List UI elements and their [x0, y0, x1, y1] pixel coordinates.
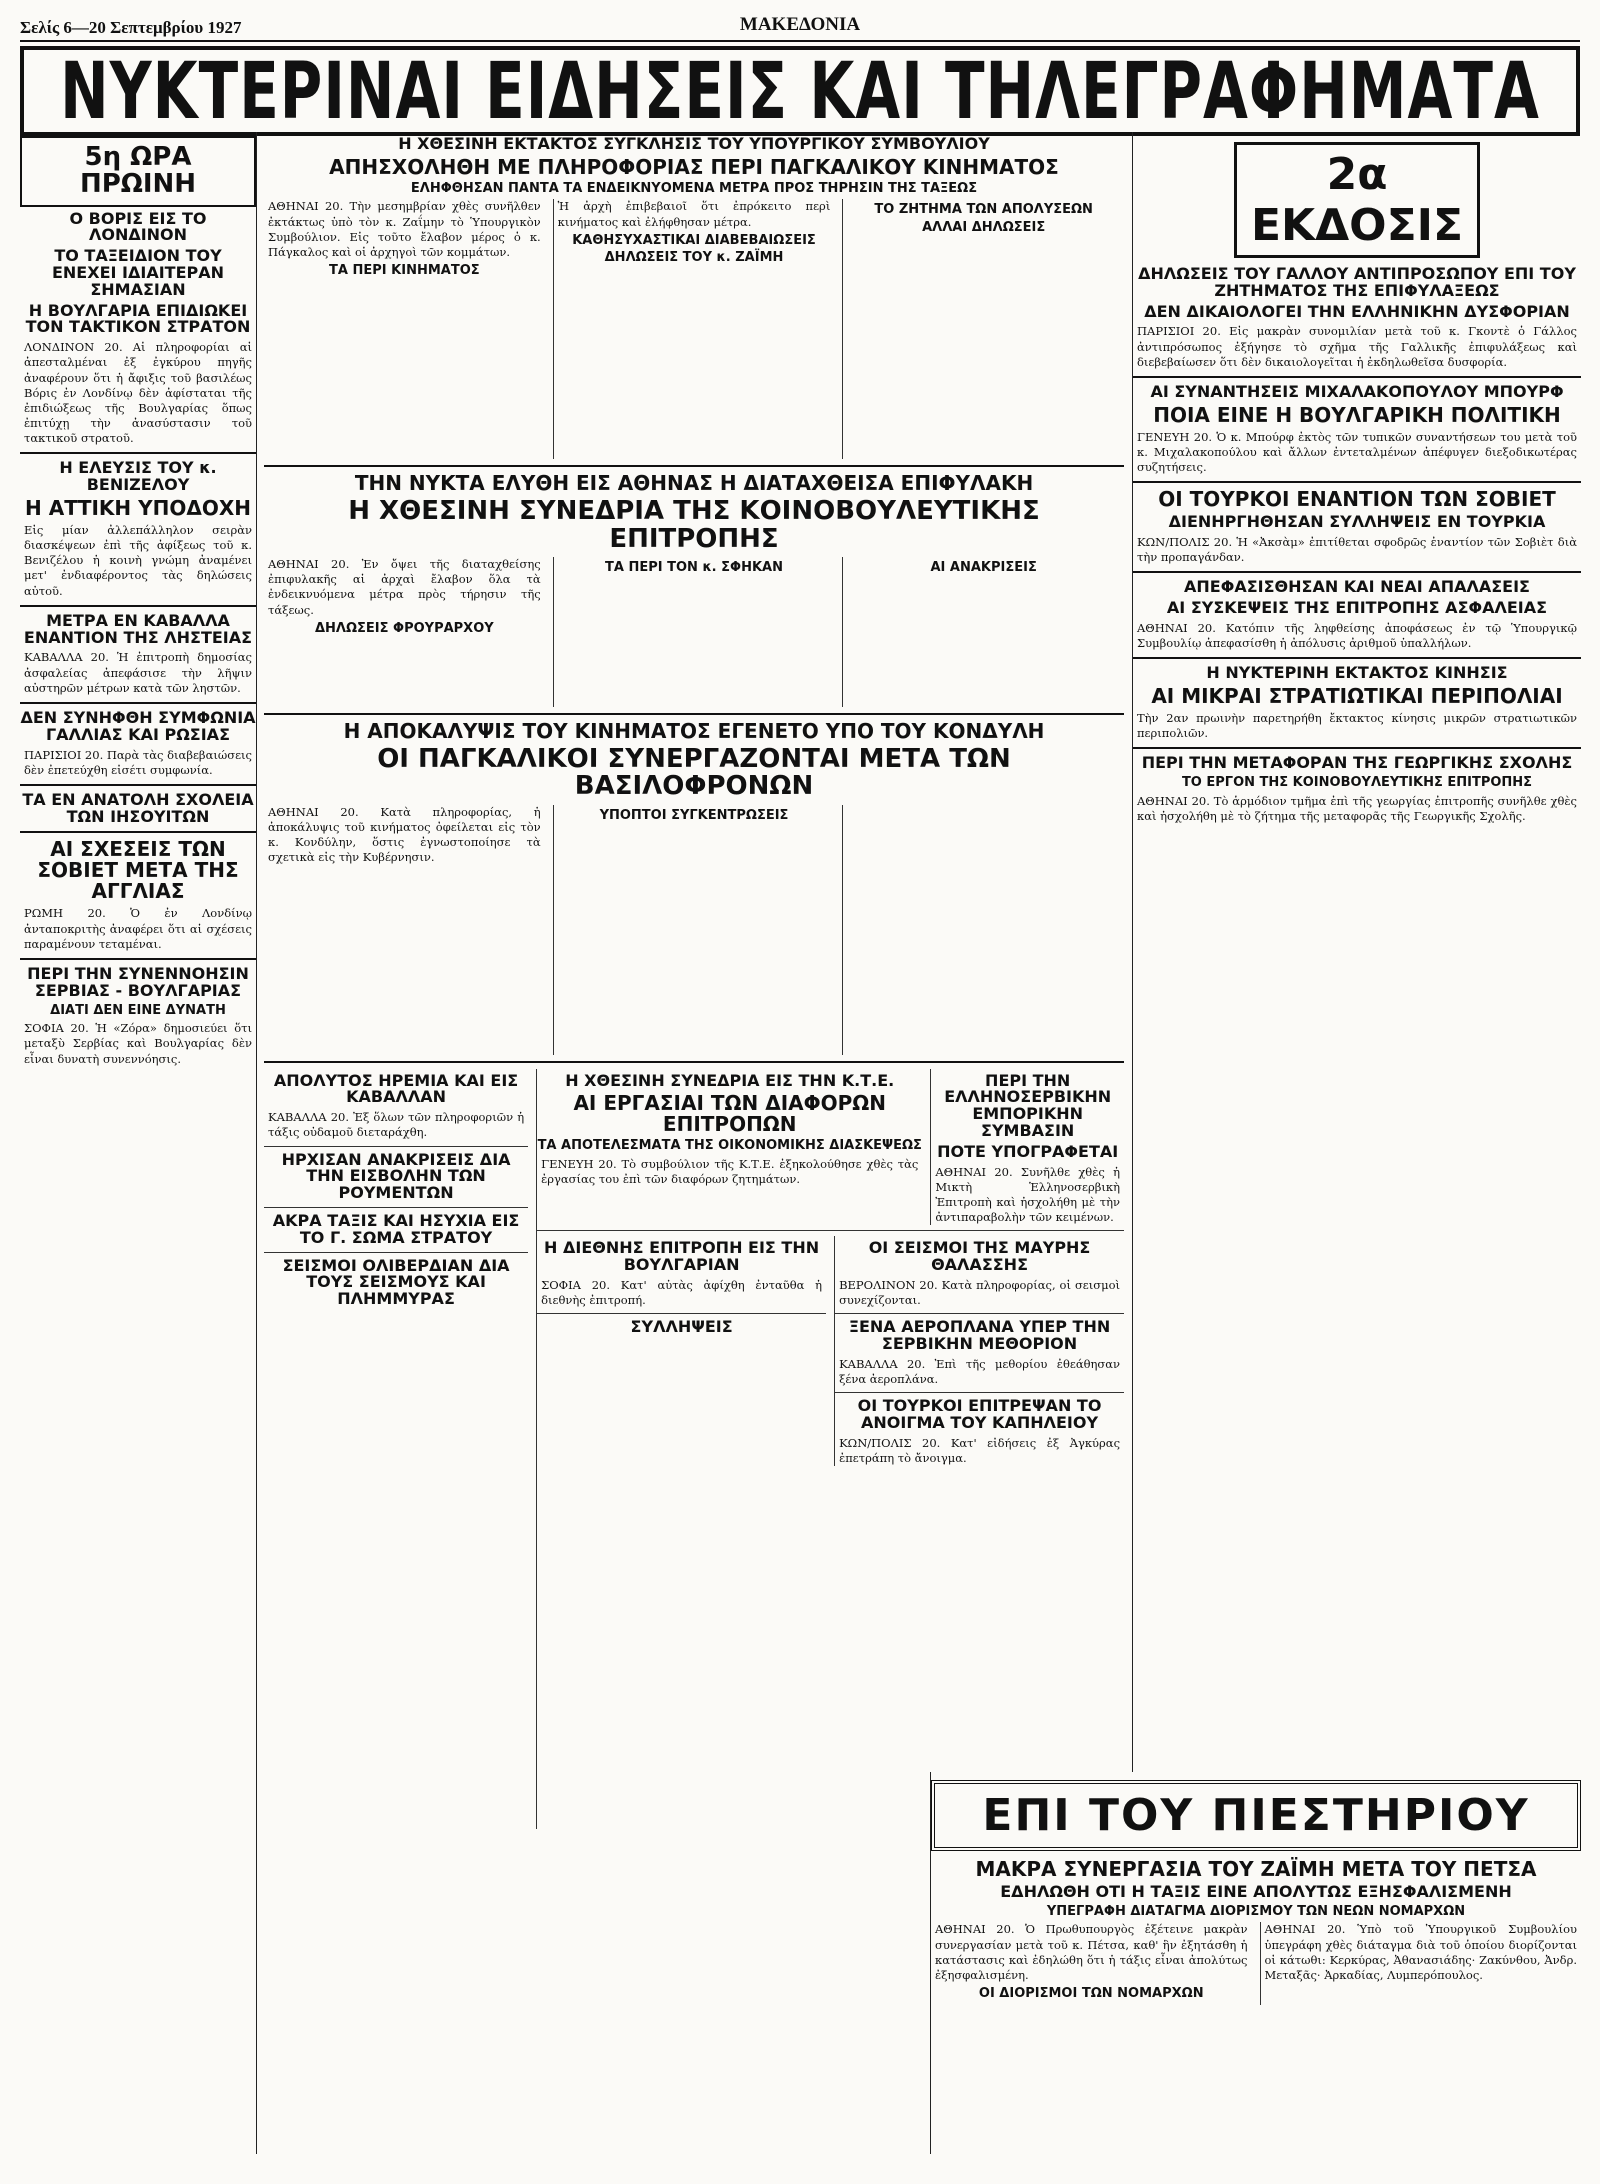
article-text: ΚΑΒΑΛΛΑ 20. Ἐξ ὅλων τῶν πληροφοριῶν ἡ τάξις οὐδαμοῦ διεταράχθη. — [268, 1110, 525, 1140]
headline: ΞΕΝΑ ΑΕΡΟΠΛΑΝΑ ΥΠΕΡ ΤΗΝ ΣΕΡΒΙΚΗΝ ΜΕΘΟΡΙΟΝ — [848, 1317, 1111, 1354]
headline: Η ΧΘΕΣΙΝΗ ΕΚΤΑΚΤΟΣ ΣΥΓΚΛΗΣΙΣ ΤΟΥ ΥΠΟΥΡΓΙΚΟΥ ΣΥΜΒΟΥΛΙΟΥ — [398, 134, 990, 153]
headline: ΤΑ ΕΝ ΑΝΑΤΟΛΗ ΣΧΟΛΕΙΑ ΤΩΝ ΙΗΣΟΥΙΤΩΝ — [22, 789, 254, 826]
subhead: ΤΑ ΠΕΡΙ ΚΙΝΗΜΑΤΟΣ — [329, 263, 480, 279]
headline: ΔΗΛΩΣΕΙΣ ΤΟΥ ΓΑΛΛΟΥ ΑΝΤΙΠΡΟΣΩΠΟΥ ΕΠΙ ΤΟΥ ΖΗΤΗΜΑΤΟΣ ΤΗΣ ΕΠΙΦΥΛΑΞΕΩΣ — [1138, 264, 1576, 300]
article-text: ΑΘΗΝΑΙ 20. Συνῆλθε χθὲς ἡ Μικτὴ Ἑλληνοσερβικὴ Ἐπιτροπὴ καὶ ἠσχολήθη μὲ τὴν ἀντιπαραβολὴν τῶν κειμένων. — [935, 1164, 1120, 1225]
subhead: ΔΗΛΩΣΕΙΣ ΤΟΥ κ. ΖΑΪΜΗ — [604, 250, 784, 266]
headline: ΤΑ ΑΠΟΤΕΛΕΣΜΑΤΑ ΤΗΣ ΟΙΚΟΝΟΜΙΚΗΣ ΔΙΑΣΚΕΨΕΩΣ — [537, 1138, 922, 1154]
headline: ΤΟ ΤΑΞΕΙΔΙΟΝ ΤΟΥ ΕΝΕΧΕΙ ΙΔΙΑΙΤΕΡΑΝ ΣΗΜΑΣΙΑΝ — [51, 246, 224, 299]
headline: ΜΑΚΡΑ ΣΥΝΕΡΓΑΣΙΑ ΤΟΥ ΖΑΪΜΗ ΜΕΤΑ ΤΟΥ ΠΕΤΣΑ — [975, 1857, 1537, 1881]
press-box — [930, 1772, 1581, 2154]
headline: ΔΙΑΤΙ ΔΕΝ ΕΙΝΕ ΔΥΝΑΤΗ — [50, 1002, 226, 1018]
headline: ΑΙ ΕΡΓΑΣΙΑΙ ΤΩΝ ΔΙΑΦΟΡΩΝ ΕΠΙΤΡΟΠΩΝ — [573, 1091, 887, 1137]
subhead: ΟΙ ΔΙΟΡΙΣΜΟΙ ΤΩΝ ΝΟΜΑΡΧΩΝ — [978, 1986, 1204, 2002]
subhead: ΥΠΟΠΤΟΙ ΣΥΓΚΕΝΤΡΩΣΕΙΣ — [599, 807, 789, 823]
article-text: ΣΟΦΙΑ 20. Κατ' αὐτὰς ἀφίχθη ἐνταῦθα ἡ διεθνὴς ἐπιτροπή. — [541, 1277, 823, 1308]
headline: ΑΙ ΣΥΝΑΝΤΗΣΕΙΣ ΜΙΧΑΛΑΚΟΠΟΥΛΟΥ ΜΠΟΥΡΦ — [1150, 381, 1564, 401]
headline: ΣΕΙΣΜΟΙ ΟΛΙΒΕΡΔΙΑΝ ΔΙΑ ΤΟΥΣ ΣΕΙΣΜΟΥΣ ΚΑΙ ΠΛΗΜΜΥΡΑΣ — [282, 1255, 510, 1309]
headline: ΟΙ ΠΑΓΚΑΛΙΚΟΙ ΣΥΝΕΡΓΑΖΟΝΤΑΙ ΜΕΤΑ ΤΩΝ ΒΑΣΙΛΟΦΡΟΝΩΝ — [377, 744, 1011, 802]
headline: ΤΟ ΕΡΓΟΝ ΤΗΣ ΚΟΙΝΟΒΟΥΛΕΥΤΙΚΗΣ ΕΠΙΤΡΟΠΗΣ — [1181, 775, 1533, 791]
headline: ΠΕΡΙ ΤΗΝ ΣΥΝΕΝΝΟΗΣΙΝ ΣΕΡΒΙΑΣ - ΒΟΥΛΓΑΡΙΑΣ — [27, 963, 249, 1000]
headline: ΑΚΡΑ ΤΑΞΙΣ ΚΑΙ ΗΣΥΧΙΑ ΕΙΣ ΤΟ Γ. ΣΩΜΑ ΣΤΡΑΤΟΥ — [272, 1210, 520, 1247]
headline: Η ΕΛΕΥΣΙΣ ΤΟΥ κ. ΒΕΝΙΖΕΛΟΥ — [59, 458, 217, 495]
headline: ΑΙ ΣΧΕΣΕΙΣ ΤΩΝ ΣΟΒΙΕΤ ΜΕΤΑ ΤΗΣ ΑΓΓΛΙΑΣ — [37, 837, 239, 904]
subhead: ΑΙ ΑΝΑΚΡΙΣΕΙΣ — [930, 560, 1037, 576]
article-text: ΚΩΝ/ΠΟΛΙΣ 20. Ἡ «Ἀκσὰμ» ἐπιτίθεται σφοδρῶς ἐναντίον τῶν Σοβιὲτ διὰ τὴν προπαγάνδαν. — [1137, 535, 1577, 565]
headline: ΕΔΗΛΩΘΗ ΟΤΙ Η ΤΑΞΙΣ ΕΙΝΕ ΑΠΟΛΥΤΩΣ ΕΞΗΣΦΑΛΙΣΜΕΝΗ — [1000, 1882, 1512, 1901]
headline: Η ΧΘΕΣΙΝΗ ΣΥΝΕΔΡΙΑ ΤΗΣ ΚΟΙΝΟΒΟΥΛΕΥΤΙΚΗΣ ΕΠΙΤΡΟΠΗΣ — [348, 496, 1040, 554]
banner-title: ΝΥΚΤΕΡΙΝΑΙ ΕΙΔΗΣΕΙΣ ΚΑΙ ΤΗΛΕΓΡΑΦΗΜΑΤΑ — [60, 46, 1540, 136]
article-text: ΑΘΗΝΑΙ 20. Ὁ Πρωθυπουργὸς ἐξέτεινε μακρὰν συνεργασίαν μετὰ τοῦ κ. Πέτσα, καθ' ἣν ἐξητάσθη ἡ κατάστασις καὶ ἐδηλώθη ὅτι ἡ τάξις εἶναι ἀπολύτως ἐξησφαλισμένη. — [935, 1922, 1248, 1982]
headline: ΕΛΗΦΘΗΣΑΝ ΠΑΝΤΑ ΤΑ ΕΝΔΕΙΚΝΥΟΜΕΝΑ ΜΕΤΡΑ ΠΡΟΣ ΤΗΡΗΣΙΝ ΤΗΣ ΤΑΞΕΩΣ — [410, 180, 978, 196]
headline: ΑΠΕΦΑΣΙΣΘΗΣΑΝ ΚΑΙ ΝΕΑΙ ΑΠΑΛΑΣΕΙΣ — [1184, 577, 1530, 597]
article-text: ΑΘΗΝΑΙ 20. Ἐν ὄψει τῆς διαταχθείσης ἐπιφυλακῆς αἱ ἀρχαὶ ἔλαβον ὅλα τὰ ἐνδεικνυόμενα μέτρα πρὸς τήρησιν τῆς τάξεως. — [268, 557, 541, 617]
article-text: ΚΩΝ/ΠΟΛΙΣ 20. Κατ' εἰδήσεις ἐξ Ἀγκύρας ἐπετράπη τὸ ἄνοιγμα. — [839, 1435, 1121, 1465]
article-text: Εἰς μίαν ἀλλεπάλληλον σειρὰν διασκέψεων ἐπὶ τῆς ἀφίξεως τοῦ κ. Βενιζέλου ἡ κοινὴ γνώμη ἀναμένει μετ' ἐνδιαφέροντος τὰς δηλώσεις αὐτοῦ. — [24, 522, 252, 598]
headline: ΣΥΛΛΗΨΕΙΣ — [630, 1317, 733, 1337]
headline: ΠΕΡΙ ΤΗΝ ΕΛΛΗΝΟΣΕΡΒΙΚΗΝ ΕΜΠΟΡΙΚΗΝ ΣΥΜΒΑΣΙΝ — [944, 1070, 1112, 1141]
headline: ΔΕΝ ΔΙΚΑΙΟΛΟΓΕΙ ΤΗΝ ΕΛΛΗΝΙΚΗΝ ΔΥΣΦΟΡΙΑΝ — [1144, 301, 1570, 321]
columns — [20, 132, 1580, 2154]
article-text: ΡΩΜΗ 20. Ὁ ἐν Λονδίνῳ ἀνταποκριτὴς ἀναφέρει ὅτι αἱ σχέσεις παραμένουν τεταμέναι. — [24, 906, 252, 951]
headline: ΠΟΙΑ ΕΙΝΕ Η ΒΟΥΛΓΑΡΙΚΗ ΠΟΛΙΤΙΚΗ — [1153, 402, 1561, 427]
headline: ΑΠΟΛΥΤΟΣ ΗΡΕΜΙΑ ΚΑΙ ΕΙΣ ΚΑΒΑΛΛΑΝ — [273, 1070, 519, 1107]
article-text: Τὴν 2αν πρωινὴν παρετηρήθη ἔκτακτος κίνησις μικρῶν στρατιωτικῶν περιπολιῶν. — [1137, 711, 1577, 741]
headline: Η ΑΠΟΚΑΛΥΨΙΣ ΤΟΥ ΚΙΝΗΜΑΤΟΣ ΕΓΕΝΕΤΟ ΥΠΟ ΤΟΥ ΚΟΝΔΥΛΗ — [343, 719, 1045, 744]
edition-hour: 5η ΩΡΑ ΠΡΩΙΝΗ — [79, 142, 197, 200]
headline: Η ΑΤΤΙΚΗ ΥΠΟΔΟΧΗ — [25, 495, 251, 520]
subhead: ΤΑ ΠΕΡΙ ΤΟΝ κ. ΣΦΗΚΑΝ — [605, 560, 783, 576]
article-text: ΓΕΝΕΥΗ 20. Τὸ συμβούλιον τῆς Κ.Τ.Ε. ἐξηκολούθησε χθὲς τὰς ἐργασίας του ἐπὶ τῶν διαφόρων ζητημάτων. — [541, 1157, 919, 1187]
second-edition-box: 2α ΕΚΔΟΣΙΣ — [1234, 142, 1480, 258]
headline: ΟΙ ΤΟΥΡΚΟΙ ΕΠΙΤΡΕΨΑΝ ΤΟ ΑΝΟΙΓΜΑ ΤΟΥ ΚΑΠΗΛΕΙΟΥ — [857, 1396, 1102, 1432]
article-text: ΚΑΒΑΛΛΑ 20. Ἐπὶ τῆς μεθορίου ἐθεάθησαν ξένα ἀεροπλάνα. — [839, 1356, 1121, 1386]
newspaper-page — [20, 14, 1580, 2154]
article-text: ΑΘΗΝΑΙ 20. Ὑπὸ τοῦ Ὑπουργικοῦ Συμβουλίου ὑπεγράφη χθὲς διάταγμα διὰ τοῦ ὁποίου διορίζονται οἱ κάτωθι: Κερκύρας, Ἀθανασιάδης· Ζακύνθου, Ἀνδρ. Μεταξᾶς· Ἀρκαδίας, Λυμπερόπουλος. — [1264, 1922, 1577, 1982]
headline: ΜΕΤΡΑ ΕΝ ΚΑΒΑΛΛΑ ΕΝΑΝΤΙΟΝ ΤΗΣ ΛΗΣΤΕΙΑΣ — [23, 610, 253, 647]
article-text: ΑΘΗΝΑΙ 20. Κατόπιν τῆς ληφθείσης ἀποφάσεως ἐν τῷ Ὑπουργικῷ Συμβουλίῳ ἀπεφασίσθη ἡ ἀπόλυσις ἀριθμοῦ ὑπαλλήλων. — [1137, 620, 1577, 651]
headline: Η ΔΙΕΘΝΗΣ ΕΠΙΤΡΟΠΗ ΕΙΣ ΤΗΝ ΒΟΥΛΓΑΡΙΑΝ — [544, 1238, 820, 1275]
headline: Η ΒΟΥΛΓΑΡΙΑ ΕΠΙΔΙΩΚΕΙ ΤΟΝ ΤΑΚΤΙΚΟΝ ΣΤΡΑΤΟΝ — [25, 300, 251, 337]
headline: ΗΡΧΙΣΑΝ ΑΝΑΚΡΙΣΕΙΣ ΔΙΑ ΤΗΝ ΕΙΣΒΟΛΗΝ ΤΩΝ ΡΟΥΜΕΝΤΩΝ — [281, 1149, 511, 1203]
main-banner — [20, 46, 1580, 136]
headline: ΟΙ ΣΕΙΣΜΟΙ ΤΗΣ ΜΑΥΡΗΣ ΘΑΛΑΣΣΗΣ — [868, 1238, 1091, 1275]
article-text: ΠΑΡΙΣΙΟΙ 20. Παρὰ τὰς διαβεβαιώσεις δὲν ἐπετεύχθη εἰσέτι συμφωνία. — [24, 747, 252, 777]
press-title-box — [931, 1780, 1581, 1851]
article-text: ΓΕΝΕΥΗ 20. Ὁ κ. Μπούρφ ἐκτὸς τῶν τυπικῶν συναντήσεων του μετὰ τοῦ κ. Μιχαλακοπούλου καὶ ἄλλων ἐντεταλμένων ἀπέφυγεν διεξοδικωτέρας συζητήσεις. — [1137, 429, 1577, 475]
headline: ΑΙ ΣΥΣΚΕΨΕΙΣ ΤΗΣ ΕΠΙΤΡΟΠΗΣ ΑΣΦΑΛΕΙΑΣ — [1166, 598, 1548, 618]
article-text: Ἡ ἀρχὴ ἐπιβεβαιοῖ ὅτι ἐπρόκειτο περὶ κινήματος καὶ ἐλήφθησαν μέτρα. — [557, 199, 831, 229]
headline: ΠΕΡΙ ΤΗΝ ΜΕΤΑΦΟΡΑΝ ΤΗΣ ΓΕΩΡΓΙΚΗΣ ΣΧΟΛΗΣ — [1141, 753, 1573, 773]
headline: Η ΧΘΕΣΙΝΗ ΣΥΝΕΔΡΙΑ ΕΙΣ ΤΗΝ Κ.Τ.Ε. — [565, 1070, 895, 1090]
edition-box — [20, 136, 256, 207]
article-text: ΠΑΡΙΣΙΟΙ 20. Εἰς μακρὰν συνομιλίαν μετὰ τοῦ κ. Γκοντὲ ὁ Γάλλος ἀντιπρόσωπος ἐξήγησε τὸ σχῆμα τῆς Γαλλικῆς ἐπιφυλάξεως καὶ διεβεβαίωσεν ὅτι δὲν δικαιολογεῖται ἡ ἐκδηλωθεῖσα δυσφορία. — [1137, 324, 1577, 369]
headline: Η ΝΥΚΤΕΡΙΝΗ ΕΚΤΑΚΤΟΣ ΚΙΝΗΣΙΣ — [1206, 663, 1508, 683]
headline: ΔΕΝ ΣΥΝΗΦΘΗ ΣΥΜΦΩΝΙΑ ΓΑΛΛΙΑΣ ΚΑΙ ΡΩΣΙΑΣ — [20, 707, 256, 744]
top-line — [20, 14, 1580, 42]
page-date: Σελίς 6—20 Σεπτεμβρίου 1927 — [20, 18, 242, 37]
article-text: ΑΘΗΝΑΙ 20. Κατὰ πληροφορίας, ἡ ἀποκάλυψις τοῦ κινήματος ὀφείλεται εἰς τὸν κ. Κονδύλην, ὅστις ἐγνωστοποίησε τὰ σχετικὰ εἰς τὴν Κυβέρνησιν. — [268, 804, 541, 865]
left-column — [20, 132, 257, 2154]
article-text: ΒΕΡΟΛΙΝΟΝ 20. Κατὰ πληροφορίας, οἱ σεισμοὶ συνεχίζονται. — [839, 1277, 1121, 1308]
headline: ΔΙΕΝΗΡΓΗΘΗΣΑΝ ΣΥΛΛΗΨΕΙΣ ΕΝ ΤΟΥΡΚΙΑ — [1168, 512, 1546, 532]
article-text: ΚΑΒΑΛΛΑ 20. Ἡ ἐπιτροπὴ δημοσίας ἀσφαλείας ἀπεφάσισε τὴν λῆψιν αὐστηρῶν μέτρων κατὰ τῶν ληστῶν. — [24, 650, 252, 695]
article-text: ΣΟΦΙΑ 20. Ἡ «Ζόρα» δημοσιεύει ὅτι μεταξὺ Σερβίας καὶ Βουλγαρίας δὲν εἶναι δυνατὴ συνεννόησις. — [24, 1021, 252, 1066]
headline: ΑΠΗΣΧΟΛΗΘΗ ΜΕ ΠΛΗΡΟΦΟΡΙΑΣ ΠΕΡΙ ΠΑΓΚΑΛΙΚΟΥ ΚΙΝΗΜΑΤΟΣ — [329, 154, 1059, 179]
press-title: ΕΠΙ ΤΟΥ ΠΙΕΣΤΗΡΙΟΥ — [982, 1790, 1530, 1841]
headline: ΠΟΤΕ ΥΠΟΓΡΑΦΕΤΑΙ — [937, 1141, 1119, 1161]
headline: Ο ΒΟΡΙΣ ΕΙΣ ΤΟ ΛΟΝΔΙΝΟΝ — [69, 208, 207, 245]
subhead: ΤΟ ΖΗΤΗΜΑ ΤΩΝ ΑΠΟΛΥΣΕΩΝ — [874, 202, 1093, 218]
subhead: ΚΑΘΗΣΥΧΑΣΤΙΚΑΙ ΔΙΑΒΕΒΑΙΩΣΕΙΣ — [572, 232, 816, 248]
headline: ΥΠΕΓΡΑΦΗ ΔΙΑΤΑΓΜΑ ΔΙΟΡΙΣΜΟΥ ΤΩΝ ΝΕΩΝ ΝΟΜΑΡΧΩΝ — [1046, 1903, 1466, 1919]
headline: ΟΙ ΤΟΥΡΚΟΙ ΕΝΑΝΤΙΟΝ ΤΩΝ ΣΟΒΙΕΤ — [1158, 487, 1556, 512]
article-text: ΑΘΗΝΑΙ 20. Τὸ ἁρμόδιον τμῆμα ἐπὶ τῆς γεωργίας ἐπιτροπῆς συνῆλθε χθὲς καὶ ἠσχολήθη μὲ τὸ ζήτημα τῆς μεταφορᾶς τῆς Γεωργικῆς Σχολῆς. — [1137, 793, 1577, 824]
subhead: ΑΛΛΑΙ ΔΗΛΩΣΕΙΣ — [922, 220, 1046, 236]
headline: ΑΙ ΜΙΚΡΑΙ ΣΤΡΑΤΙΩΤΙΚΑΙ ΠΕΡΙΠΟΛΙΑΙ — [1151, 684, 1563, 709]
article-text: ΛΟΝΔΙΝΟΝ 20. Αἱ πληροφορίαι αἱ ἀπεσταλμέναι ἐξ ἐγκύρου πηγῆς ἀναφέρουν ὅτι ἡ ἄφιξις τοῦ βασιλέως Βόρις ἐν Λονδίνῳ δὲν ἀφίσταται τῆς ἐπιδιώξεως τῆς Βουλγαρίας ὅπως ἐπιτύχῃ τὴν ἀνασύστασιν τοῦ τακτικοῦ στρατοῦ. — [24, 340, 252, 446]
subhead: ΔΗΛΩΣΕΙΣ ΦΡΟΥΡΑΡΧΟΥ — [314, 620, 494, 636]
headline: ΤΗΝ ΝΥΚΤΑ ΕΛΥΘΗ ΕΙΣ ΑΘΗΝΑΣ Η ΔΙΑΤΑΧΘΕΙΣΑ ΕΠΙΦΥΛΑΚΗ — [354, 471, 1034, 496]
masthead: ΜΑΚΕΔΟΝΙΑ — [739, 14, 861, 35]
article-text: ΑΘΗΝΑΙ 20. Τὴν μεσημβρίαν χθὲς συνῆλθεν ἐκτάκτως ὑπὸ τὸν κ. Ζαΐμην τὸ Ὑπουργικὸν Συμβούλιον. Εἰς τοῦτο ἔλαβον μέρος ὁ κ. Πάγκαλος καὶ οἱ ἀρχηγοὶ τῶν κομμάτων. — [268, 199, 541, 259]
